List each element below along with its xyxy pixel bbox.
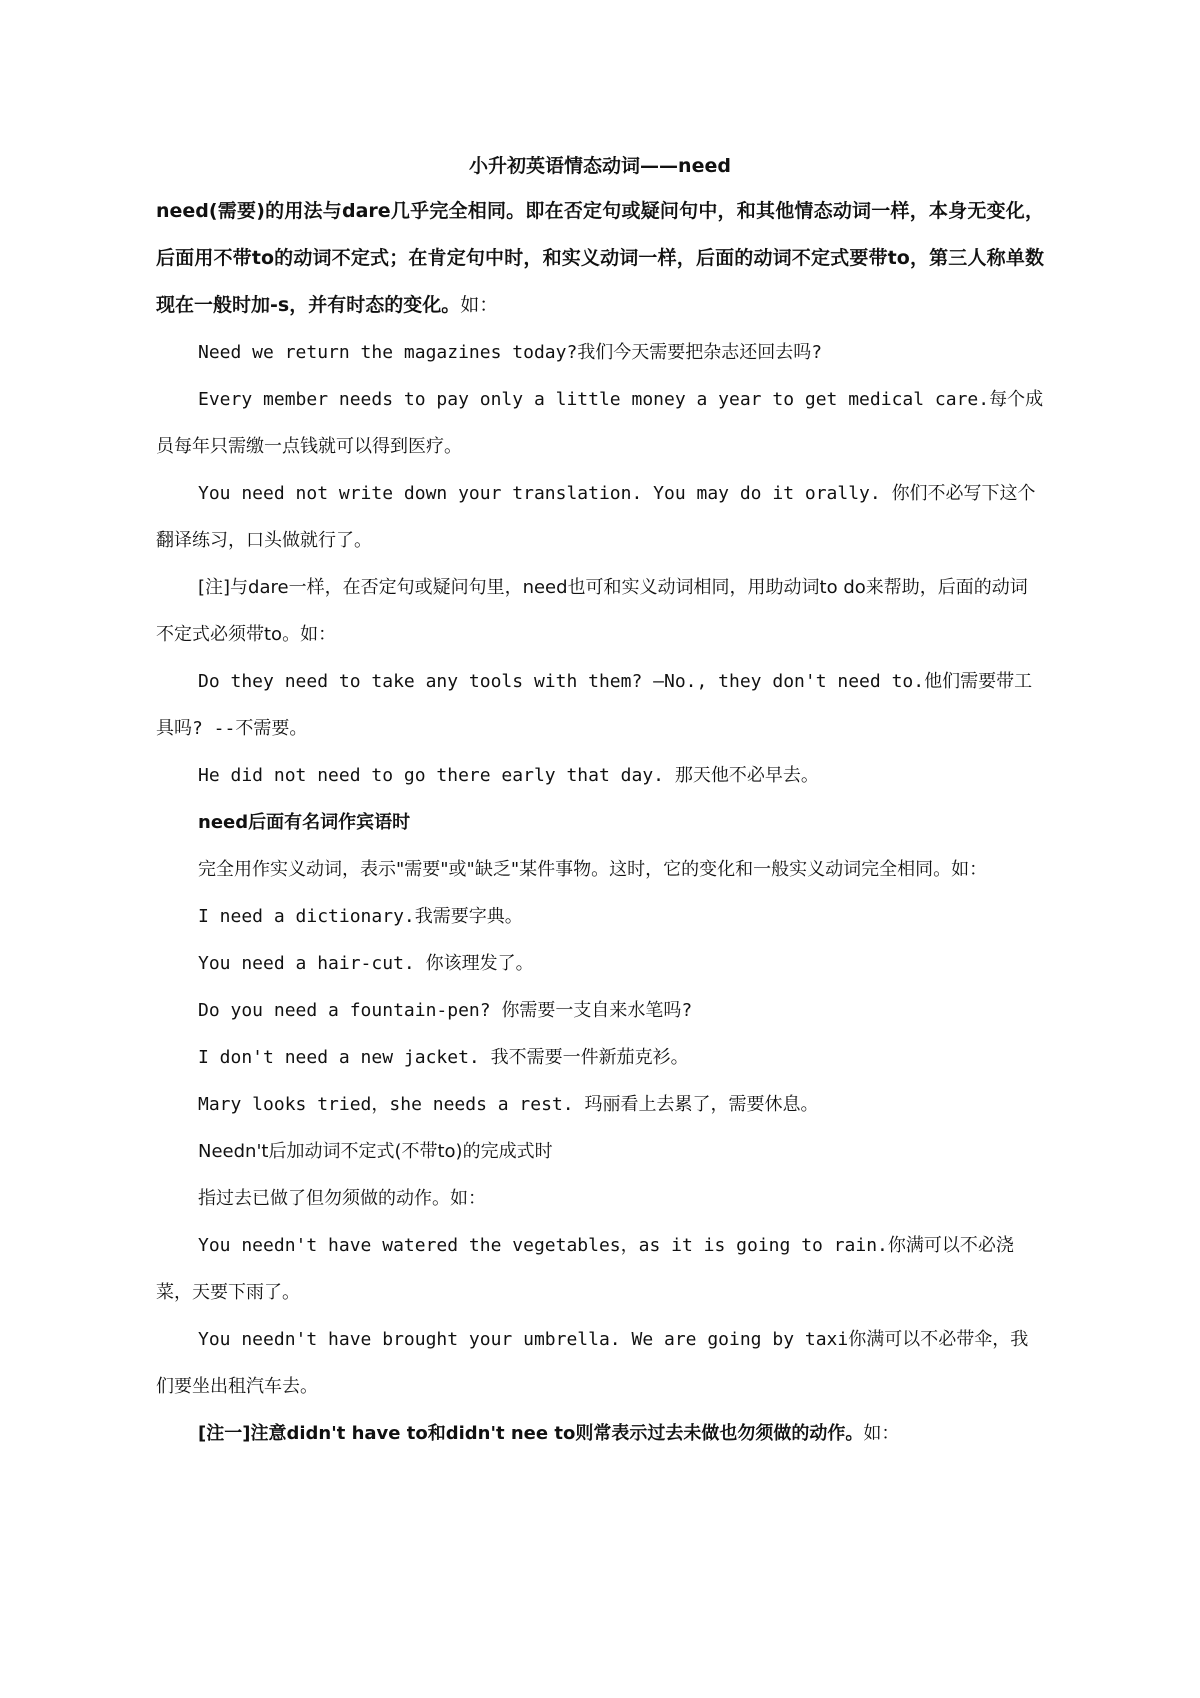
- example-paragraph: You need not write down your translation. You may do it orally. 你们不必写下这个翻译练习，口头做就行了。: [156, 483, 1036, 551]
- example-paragraph: He did not need to go there early that day. 那天他不必早去。: [198, 765, 819, 786]
- intro-bold-text: need(需要)的用法与dare几乎完全相同。即在否定句或疑问句中，和其他情态动词一样，本身无变化，后面用不带to的动词不定式；在肯定句中时，和实义动词一样，后面的动词不定式要带to，第三人称单数现在一般时加-s，并有时态的变化。: [156, 200, 1044, 316]
- example-paragraph: Every member needs to pay only a little money a year to get medical care.每个成员每年只需缴一点钱就可以得到医疗。: [156, 389, 1044, 457]
- example-paragraph: Do you need a fountain-pen? 你需要一支自来水笔吗?: [198, 1000, 693, 1021]
- explain-paragraph: 完全用作实义动词，表示"需要"或"缺乏"某件事物。这时，它的变化和一般实义动词完全相同。如：: [198, 859, 988, 880]
- note-bold-text: [注一]注意didn't have to和didn't nee to则常表示过去未做也勿须做的动作。: [198, 1423, 864, 1444]
- section-heading-noun: need后面有名词作宾语时: [198, 812, 411, 833]
- example-paragraph: Do they need to take any tools with them? —No., they don't need to.他们需要带工具吗? --不需要。: [156, 671, 1033, 739]
- note-tail-text: 如：: [863, 1423, 900, 1444]
- document-title: 小升初英语情态动词——need: [469, 155, 731, 177]
- example-paragraph: I don't need a new jacket. 我不需要一件新茄克衫。: [198, 1047, 689, 1068]
- example-paragraph: I need a dictionary.我需要字典。: [198, 906, 523, 927]
- example-paragraph: You needn't have brought your umbrella. We are going by taxi你满可以不必带伞，我们要坐出租汽车去。: [156, 1329, 1029, 1397]
- explain-paragraph: 指过去已做了但勿须做的动作。如：: [198, 1188, 486, 1209]
- example-paragraph: Mary looks tried，she needs a rest. 玛丽看上去累了，需要休息。: [198, 1094, 819, 1115]
- note-one-paragraph: [156, 1410, 1044, 1457]
- section-heading-perfect: Needn't后加动词不定式(不带to)的完成式时: [198, 1141, 553, 1162]
- intro-paragraph: [156, 188, 1044, 329]
- note-paragraph: [注]与dare一样，在否定句或疑问句里，need也可和实义动词相同，用助动词to do来帮助，后面的动词不定式必须带to。如：: [156, 577, 1028, 645]
- example-paragraph: Need we return the magazines today?我们今天需要把杂志还回去吗?: [198, 342, 823, 363]
- intro-tail-text: 如：: [460, 294, 499, 316]
- example-paragraph: You need a hair-cut. 你该理发了。: [198, 953, 534, 974]
- document-body: [156, 154, 1044, 1457]
- example-paragraph: You needn't have watered the vegetables，as it is going to rain.你满可以不必浇菜，天要下雨了。: [156, 1235, 1014, 1303]
